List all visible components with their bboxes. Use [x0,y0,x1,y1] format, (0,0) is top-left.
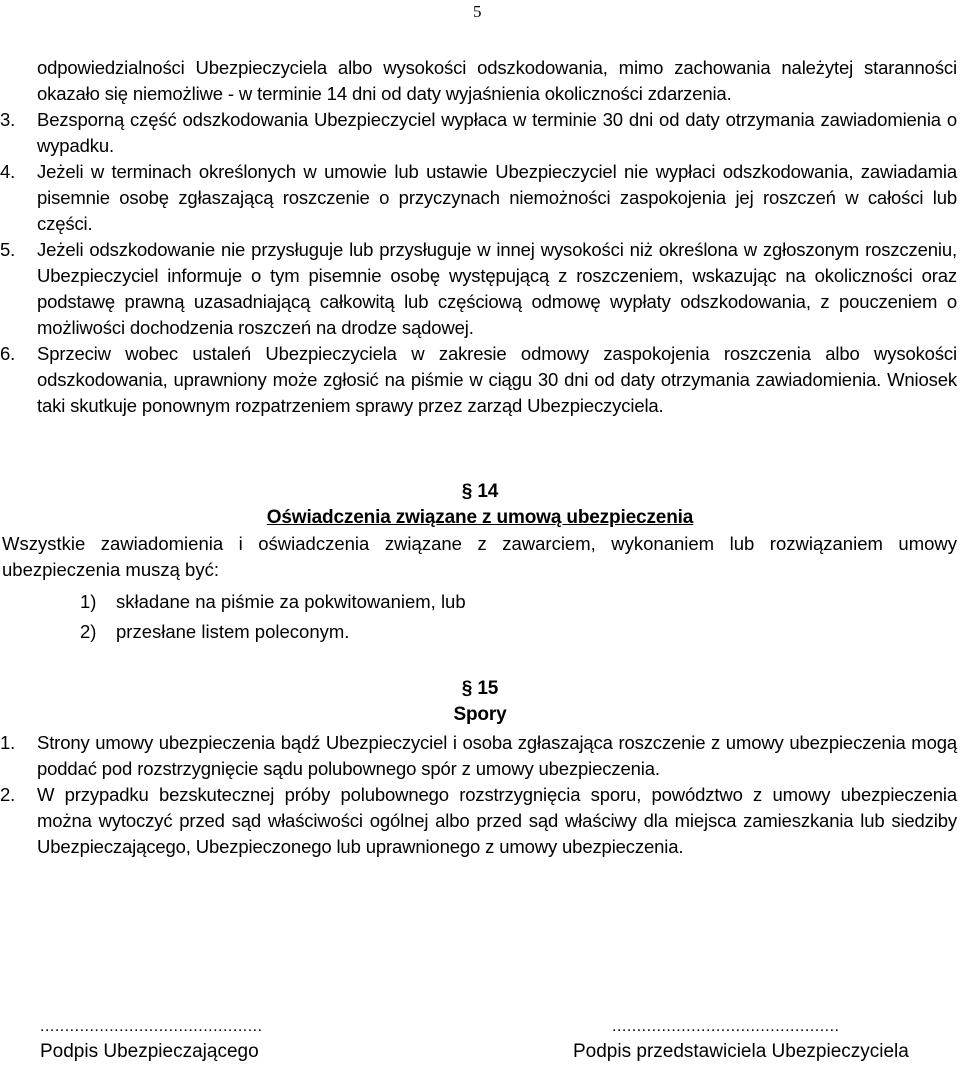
section-number: § 14 [461,481,499,502]
section-number: § 15 [461,678,499,699]
right-signature-label: Podpis przedstawiciela Ubezpieczyciela [573,1041,909,1062]
list-item-text: W przypadku bezskutecznej próby polubownego rozstrzygnięcia sporu, powództwo z umowy ubezpieczenia można wytoczyć przed sąd właściwości ogólnej albo przed sąd właściwy dla miejsca zamieszkania lub siedziby Ubezpieczającego, Ubezpieczonego lub uprawnionego z umowy ubezpieczenia. [37,784,957,857]
list-item-number: 5. [0,239,16,260]
section-title: Spory [453,704,507,725]
left-signature-label: Podpis Ubezpieczającego [40,1041,259,1062]
list-item-number: 4. [0,161,16,182]
left-signature-line: ............................................. [40,1018,263,1035]
list-item-number: 1) [80,591,97,612]
section-14-heading [0,477,960,533]
section-15-list [0,730,957,860]
list-item [0,341,957,419]
list-item [0,730,957,782]
list-item-number: 2. [0,784,16,805]
list-item [80,617,466,647]
list-item-text: Strony umowy ubezpieczenia bądź Ubezpieczyciel i osoba zgłaszająca roszczenie z umowy ubezpieczenia mogą poddać pod rozstrzygnięcie sądu polubownego spór z umowy ubezpieczenia. [37,732,957,779]
section-14-paragraph: Wszystkie zawiadomienia i oświadczenia związane z zawarciem, wykonaniem lub rozwiązaniem umowy ubezpieczenia muszą być: [2,533,957,580]
list-item-text: składane na piśmie za pokwitowaniem, lub [116,591,466,612]
list-item-number: 3. [0,109,16,130]
page-number: 5 [473,2,482,21]
section-15-heading [0,674,960,730]
list-item-number: 6. [0,343,16,364]
list-item [80,587,466,617]
list-item [0,107,957,159]
list-item-text: Jeżeli w terminach określonych w umowie lub ustawie Ubezpieczyciel nie wypłaci odszkodowania, zawiadamia pisemnie osobę zgłaszającą roszczenie o przyczynach niemożności zaspokojenia jej roszczeń w całości lub części. [37,161,957,234]
right-signature-line: .............................................. [612,1018,840,1035]
intro-paragraph: odpowiedzialności Ubezpieczyciela albo wysokości odszkodowania, mimo zachowania należytej staranności okazało się niemożliwe - w terminie 14 dni od daty wyjaśnienia okoliczności zdarzenia. [37,57,957,104]
list-item [0,782,957,860]
section-title: Oświadczenia związane z umową ubezpieczenia [266,507,694,528]
section-13-list [0,107,957,419]
list-item [0,159,957,237]
list-item-number: 1. [0,732,16,753]
list-item [0,237,957,341]
list-item-text: Bezsporną część odszkodowania Ubezpieczyciel wypłaca w terminie 30 dni od daty otrzymania zawiadomienia o wypadku. [37,109,957,156]
list-item-text: Jeżeli odszkodowanie nie przysługuje lub przysługuje w innej wysokości niż określona w zgłoszonym roszczeniu, Ubezpieczyciel informuje o tym pisemnie osobę występującą z roszczeniem, wskazując na okoliczności oraz podstawę prawną uzasadniającą całkowitą lub częściową odmowę wypłaty odszkodowania, z pouczeniem o możliwości dochodzenia roszczeń na drodze sądowej. [37,239,957,338]
list-item-text: przesłane listem poleconym. [116,621,350,642]
list-item-number: 2) [80,621,97,642]
section-14-list [80,587,466,647]
list-item-text: Sprzeciw wobec ustaleń Ubezpieczyciela w zakresie odmowy zaspokojenia roszczenia albo wysokości odszkodowania, uprawniony może zgłosić na piśmie w ciągu 30 dni od daty otrzymania zawiadomienia. Wniosek taki skutkuje ponownym rozpatrzeniem sprawy przez zarząd Ubezpieczyciela. [37,343,957,416]
